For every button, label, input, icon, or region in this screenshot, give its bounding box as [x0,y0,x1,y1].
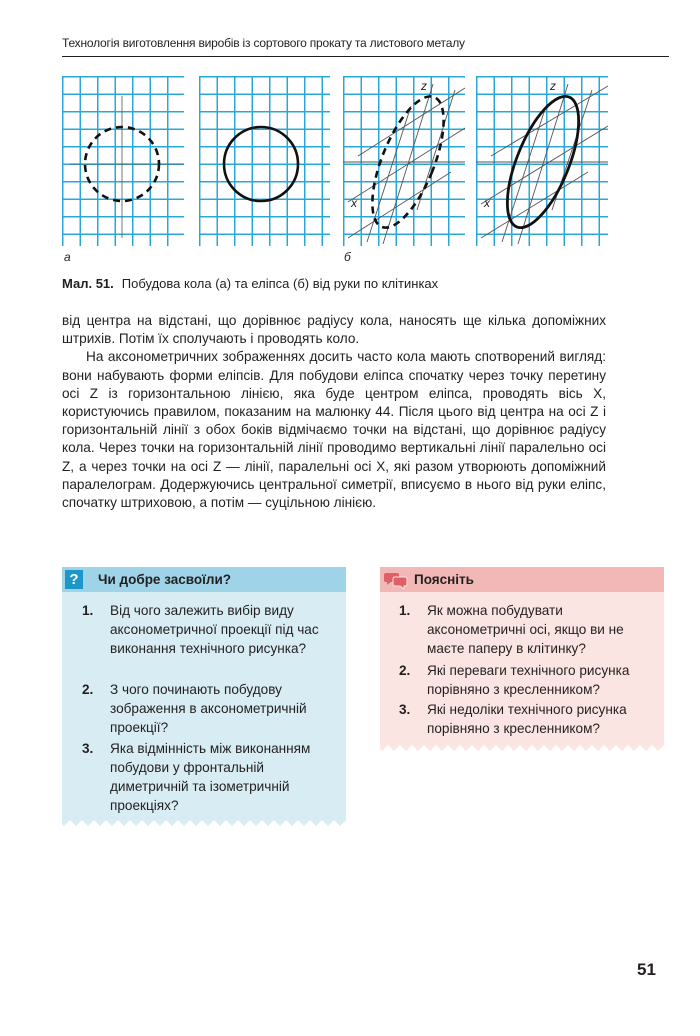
caption-number: Мал. 51. [62,276,114,291]
list-item [82,739,338,815]
axis-x-label: x [351,196,357,210]
list-item [399,700,655,738]
item-number: 2. [399,663,411,678]
figure-panel-solid-ellipse [476,76,608,246]
item-number: 1. [82,603,94,618]
question-mark-icon: ? [65,570,83,589]
list-item [82,601,338,658]
review-title-text: Чи добре засвоїли? [98,572,232,587]
item-text: Яка відмінність між виконанням побудови у фронтальній диметричній та ізометричній проекціях? [110,741,311,813]
explain-box [380,567,664,757]
item-text: Які недоліки технічного рисунка порівняно з кресленником? [427,702,627,736]
figure-panel-dashed-circle [62,76,184,246]
figure-label-a: а [64,250,71,264]
list-item [399,601,655,658]
figure-caption [62,276,672,291]
dashed-circle-drawing [62,76,184,246]
figure-panel-solid-circle [199,76,330,246]
item-number: 3. [82,741,94,756]
running-head: Технологія виготовлення виробів із сортового прокату та листового металу [62,36,465,50]
axis-x-label: x [484,196,490,210]
item-text: З чого починають побудову зображення в аксонометричній проекції? [110,682,307,735]
dashed-ellipse-drawing [343,76,465,246]
paragraph-2: На аксонометричних зображеннях досить часто кола мають спотворений вигляд: вони набувають форми еліпсів. Для побудови еліпса спочатку через точку перетину осі Z із горизонтальною лінією, яка буде центром еліпса, проводять вісь X, користуючись правилом, показаним на малюнку 44. Після цього від центра на осі Z і горизонтальній лінії з обох боків відмічаємо точки на відстані, що дорівнює радіусу кола. Через точки на горизонтальній лінії проводимо вертикальні лінії паралельно осі Z, а через точки на осі Z — лінії, паралельні осі X, які разом утворюють допоміжний паралелограм. Додержуючись центральної симетрії, вписуємо в нього від руки еліпс, спочатку штриховою, а потім — суцільною лінією. [62,349,606,511]
header-rule [62,56,669,57]
item-number: 1. [399,603,411,618]
body-text [62,312,606,512]
review-box-title [62,567,346,592]
solid-ellipse-drawing [476,76,608,246]
explain-title-text: Поясніть [414,572,474,587]
item-text: Які переваги технічного рисунка порівняно з кресленником? [427,663,630,697]
figure-panel-dashed-ellipse [343,76,465,246]
list-item [399,661,655,699]
explain-box-title [380,567,664,592]
figure-label-b: б [344,250,351,264]
item-text: Як можна побудувати аксонометричні осі, якщо ви не маєте паперу в клітинку? [427,603,624,656]
item-number: 2. [82,682,94,697]
item-text: Від чого залежить вибір виду аксонометричної проекції під час виконання технічного рисунка? [110,603,319,656]
paragraph-1: від центра на відстані, що дорівнює радіусу кола, наносять ще кілька допоміжних штрихів. Потім їх сполучають і проводять коло. [62,313,606,347]
axis-z-label: z [421,79,427,93]
item-number: 3. [399,702,411,717]
solid-circle-drawing [199,76,330,246]
list-item [82,680,338,737]
page-number: 51 [637,960,656,979]
caption-text: Побудова кола (а) та еліпса (б) від руки по клітинках [121,276,439,291]
axis-z-label: z [550,79,556,93]
review-questions-box [62,567,346,832]
